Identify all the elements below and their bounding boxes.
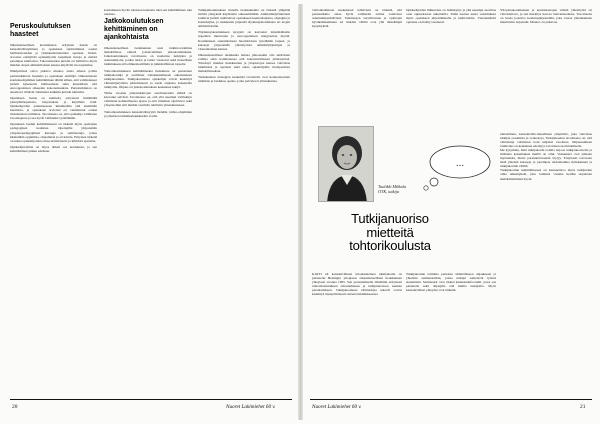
paragraph: Opiskelijavalinta on myös tärkeä osa koulutusta, ja sen kehittäminen jatkuu edelleen. [10, 144, 97, 153]
paragraph: Tutkijakoulun toiminta perustuu säännölliseen ohjaukseen ja yhteisiin seminaareihin, joissa tutkijat esittelevät työnsä etenemistä. Seminaarit ovat tärkeä keskustelufoorumi, jossa saa palautetta sekä ohjaajilta että muilta tutkijoilta. Myös kansainväliset yhteydet ovat tärkeitä. [406, 272, 496, 293]
right-column-1 [312, 8, 402, 118]
footer-title: Nuoret Lakimiehet 60 v. [226, 404, 276, 410]
left-column-2 [104, 8, 192, 388]
article-column-2 [406, 272, 496, 394]
page-gutter [298, 4, 303, 420]
footer-rule [10, 399, 292, 400]
paragraph: Tohtorikoulutuksen kansainvälisyyttä lisätään vaihto-ohjelmien ja yhteisten tutkimushankkeiden avulla. [104, 109, 192, 118]
paragraph: Opiskelijoiden liikkuvuus on lisääntynyt ja yhä useampi suorittaa osan opinnoistaan ulkomailla. Tämä asettaa uusia vaatimuksia myös opetuksen järjestämiselle ja kielitaidolle. Vieraskielistä opetusta on lisätty tasaisesti. [406, 8, 496, 25]
article-column-3 [500, 132, 592, 394]
section-heading: Jatkokoulutuksen kehittäminen on ajankohtaista [104, 18, 164, 42]
paragraph: Oikeustieteellisen tiedekunnan uusi tutkintovaatimus mahdollistaa entistä joustavamman jatkokoulutuksen. Jatkokoulutuksen tavoitteena on kouluttaa tutkijoita ja asiantuntijoita, joiden tiedot ja taidot vastaavat sekä tieteellisen tutkimuksen että elinkeinoelämän ja julkishallinnon tarpeita. [104, 46, 192, 67]
caption-title: OTK, tutkija [378, 189, 399, 194]
left-column-1 [10, 22, 97, 388]
footer-rule [310, 399, 592, 400]
paragraph: Oikeustieteellinen tiedekunta haluaa jatkossakin olla aktiivinen toimija sekä kotimaisessa että kansainvälisessä yhteistyössä. Yhteistyö muiden tiedekuntien ja yliopistojen kanssa vahvistaa tutkimusta ja opetusta sekä antaa opiskelijoille monipuolisia mahdollisuuksia. [198, 52, 290, 74]
portrait-image [319, 127, 374, 202]
paragraph: Viime vuosina jatkotutkintojen suorittaneiden määrä on kasvanut selvästi. Tavoitteena on, että yhä useampi väitöskirja valmistuu kohtuullisessa ajassa ja että väitelleet sijoittuvat sekä yliopistoihin että muihin vaativiin tehtäviin yhteiskunnassa. [104, 91, 192, 108]
left-column-3 [198, 8, 290, 388]
page-number: 21 [580, 404, 586, 410]
paragraph: Yliopistokoulutuksen ja koulutusalojen välistä yhteistyötä on vahvistettava, ja sen merkitys kasvaa tulevaisuudessa. Tavoitteena on luoda joustava koulutusjärjestelmä, joka vastaa yhteiskunnan muuttuviin tarpeisiin. Muutos on jatkuvaa. [500, 8, 592, 25]
paragraph: Opetuksen laadun kehittämisessä on tärkeää myös opettajien pedagoginen koulutus. Opettajille järjestetään yliopistopedagogiikan kursseja ja seminaareja, joissa käsitellään oppimista, ohjaamista ja arviointia. Erityisen tärkeää on tukea opiskelijoiden omaa aktiivisuutta ja kriittistä ajattelua. [10, 122, 97, 143]
paragraph: KATTI eli kansainvälinen tuloskeskeinen tutkijakoulu on perustettu Helsingin yliopiston oikeustieteellisen tiedekunnan yhteyteen vuonna 1995. Sen perustamisella tähdättiin erityisesti tohtorikoulutuksen tehostamiseen ja tutkijanuorison aseman parantamiseen. Tutkijakoulussa väitöskirjaa tekevät voivat keskittyä täysipäiväisesti omaan tutkimukseensa. [312, 272, 402, 297]
paragraph: tamaattinen, kansainvälis-tieteellinen ympäristö, joka vahvistaa tutkijan osaamista ja verkostoja. Tutkijakoulun tavoitteena on, että väitöskirja valmistuu noin neljässä vuodessa. Ohjaussuhteen toimivuus on keskeinen edellytys tavoitteen saavuttamiselle. Me kysymme, mitä tutkijakoulu todella tarjoaa tutkijanuorisolle ja millaisia kokemuksia meillä on ollut. Vastaukset ovat pääosin myönteisiä, mutta parannettavaakin löytyy. Erityisesti toivotaan lisää yhteisiä kursseja ja parempaa tiedonkulkua tiedekunnan ja tutkijakoulun välillä. Tutkijakoulun kehittämisessä on kuunneltava myös tutkijoiden omia näkemyksiä, jotta toiminta vastaisi heidän tarpeitaan mahdollisimman hyvin. [500, 132, 592, 181]
right-column-3 [500, 8, 592, 118]
paragraph: Tutkijankoulutuksen rinnalla tiedekunnalle on tärkeää ylläpitää tiiviitä yhteyksiä käytännön oikeuselämään. Ammattikäytännöissä toimivat juristit osallistuvat opetukseen luennoitsijoina, ohjaajina ja kouluttajina, ja tiedekunta järjestää täydennyskoulutusta eri alojen ammattilaisille. [198, 8, 290, 29]
paragraph: valtionhallinnon keskeisissä tehtävissä on tärkeää, että perustutkinto antaa hyvät valmiudet toimia vaativissa asiantuntijatehtävissä. Tutkintojen vertailtavuus ja opintojen hyväksilukeminen eri maiden välillä ovat yhä tärkeämpiä kysymyksiä. [312, 8, 402, 29]
article-headline: Tutkijanuoriso mietteitä tohtorikoulusta [349, 211, 431, 253]
right-column-2 [406, 8, 496, 118]
paragraph: Täydennyskoulutuksen kysyntä on kasvanut lainsäädännön nopeiden muutosten ja eurooppalaisen integraation myötä. Koulutuksen suunnittelussa huomioidaan työelämän tarpeet, ja kursseja järjestetään yhteistyössä ammattijärjestöjen ja viranomaisten kanssa. [198, 30, 290, 51]
portrait-photo [318, 126, 374, 202]
paragraph: Tohtorikoulutuksen kehittämiseksi tiedekunta on perustanut tutkijakouluja ja osallistuu valtakunnalliseen oikeustieteen tutkijakouluun. Tutkijakouluissa opiskelijat voivat keskittyä väitöskirjatyöhön päätoimisesti ja saada ohjausta kokeneilta tutkijoilta. Ohjaus on jatkokoulutuksen keskeinen tekijä. [104, 68, 192, 89]
paragraph: Oikeustieteellisen koulutuksen erityinen haaste on kansainvälistyminen ja opetuksen sijoittuminen osaksi hallintotieteiden ja yhteiskuntatieteiden opetusta. Juristi-arvostus edellyttää opiskelijoilta laajempia tietoja ja entistä parempaa kielitaitoa. Tulevaisuuden juristin on hallittava myös muiden alojen ammattilaisten kanssa käytävää vuoropuhelua. [10, 43, 97, 68]
footer-title: Nuoret Lakimiehet 60 v. [312, 404, 362, 410]
section-heading: Peruskoulutuksen haasteet [10, 23, 71, 38]
paragraph: Opetuksen laatua on kehitetty erityisesti lisäämällä pienryhmäopetusta, harjoituksia ja kirjallisia töitä. Opiskelijoiden palautteeseen kiinnitetään yhä enemmän huomiota, ja opetuksen arviointi on vakiintunut osaksi tiedekunnan toimintaa. Tavoitteena on, että opiskelija valmistuu tavoiteajassa ja saa hyvät valmiudet työelämään. [10, 95, 97, 121]
paragraph: Tiedekunnan strategian keskeisiä tavoitteita ovat korkeatasoinen tutkimus ja laadukas opetus, jotka palvelevat yhteiskuntaa. [198, 75, 290, 84]
paragraph: koulutuksen hyvän tuloksen kannalta eikä sen kehittäminen tule unohtaa. [104, 8, 192, 17]
paragraph: Näköpiirissä oleva jatkuva muutos antaa aiheen pohtia perustutkinnon laajuutta ja opetuksen sisältöjä. Oikeustieteen koulutusohjelmien kehittäminen tähtää siihen, että valmistuneet juristit kykenevät hallitsemaan sekä kansallisen että eurooppalaisen oikeuden kokonaisuuksia. Perustutkinnon on annettava riittävät valmiudet kaikkiin juristin tehtäviin. [10, 69, 97, 94]
article-column-1 [312, 272, 402, 394]
page-number: 20 [12, 404, 18, 410]
photo-caption [378, 184, 438, 194]
bubble-text: ... [455, 158, 465, 169]
caption-name: Tuulikki Mikkola [378, 184, 407, 189]
